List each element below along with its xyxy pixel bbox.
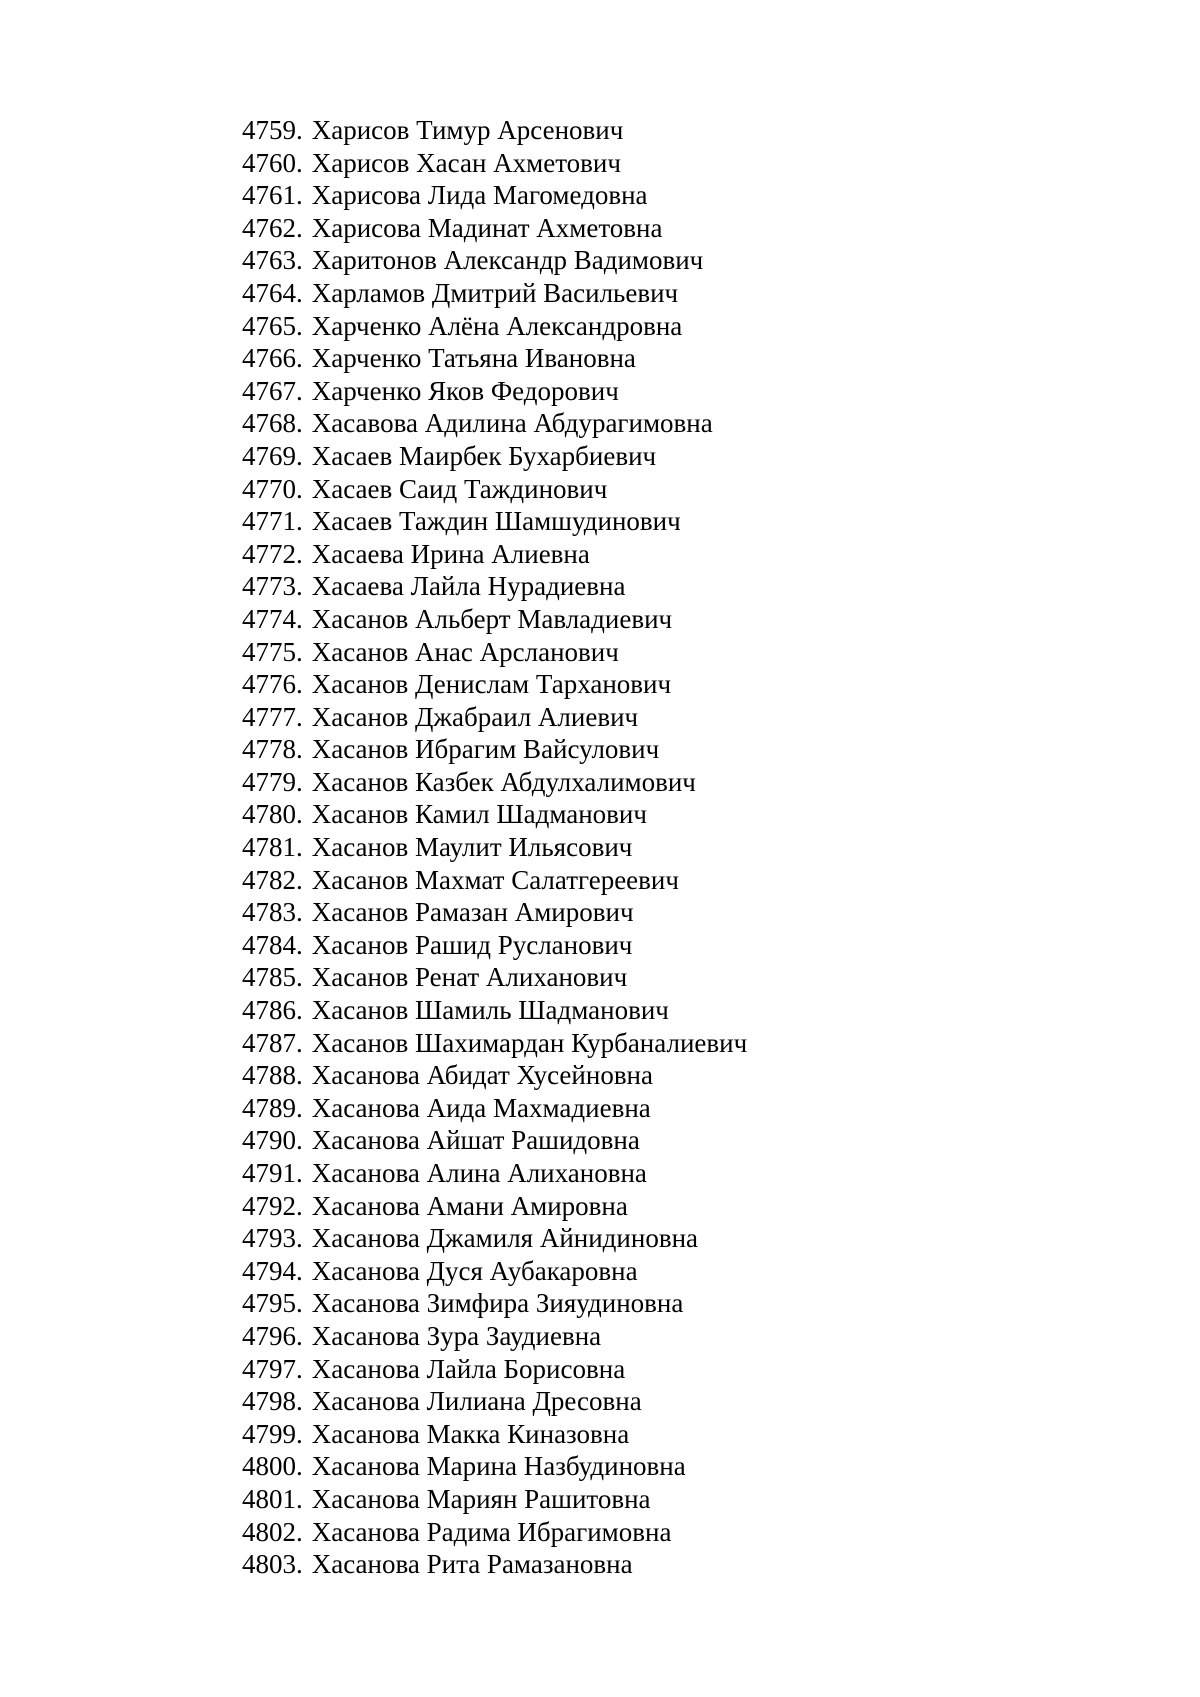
entry-name: Хасанов Маулит Ильясович (311, 832, 633, 863)
list-item (242, 570, 747, 603)
entry-name: Хасанов Денислам Тарханович (311, 669, 672, 700)
entry-name: Хасанова Айшат Рашидовна (311, 1125, 640, 1156)
list-item (242, 277, 747, 310)
entry-number: 4759. (242, 115, 303, 145)
list-item (242, 1027, 747, 1060)
entry-name: Хасанова Мариян Рашитовна (311, 1483, 651, 1514)
entry-name: Хасаев Маирбек Бухарбиевич (311, 440, 657, 471)
entry-name: Хасанов Рашид Русланович (311, 929, 633, 960)
list-item (242, 1222, 747, 1255)
list-item (242, 505, 747, 538)
list-item (242, 994, 747, 1027)
list-item (242, 342, 747, 375)
entry-name: Харисова Лида Магомедовна (311, 180, 648, 211)
list-item (242, 1385, 747, 1418)
entry-name: Харисова Мадинат Ахметовна (311, 212, 663, 243)
entry-name: Хасанова Амани Амировна (311, 1190, 628, 1221)
entry-number: 4800. (242, 1451, 303, 1482)
entry-number: 4762. (242, 212, 303, 243)
list-item (242, 1320, 747, 1353)
list-item (242, 440, 747, 473)
entry-number: 4799. (242, 1418, 303, 1449)
list-item (242, 831, 747, 864)
entry-name: Хасанова Макка Киназовна (311, 1418, 630, 1449)
entry-name: Хасаева Лайла Нурадиевна (311, 571, 626, 602)
entry-number: 4766. (242, 343, 303, 374)
list-item (242, 961, 747, 994)
list-item (242, 212, 747, 245)
entry-number: 4783. (242, 897, 303, 928)
entry-number: 4776. (242, 669, 303, 700)
list-item (242, 798, 747, 831)
entry-number: 4796. (242, 1320, 303, 1351)
list-item (242, 1255, 747, 1288)
list-item (242, 929, 747, 962)
list-item (242, 375, 747, 408)
entry-name: Хасанова Дуся Аубакаровна (311, 1255, 638, 1286)
entry-number: 4788. (242, 1060, 303, 1091)
list-item (242, 147, 747, 180)
entry-name: Хасанова Алина Алихановна (311, 1158, 647, 1188)
list-item (242, 244, 747, 277)
list-item (242, 1059, 747, 1092)
entry-number: 4781. (242, 832, 303, 863)
entry-number: 4791. (242, 1158, 303, 1188)
entry-number: 4777. (242, 701, 303, 732)
entry-number: 4773. (242, 571, 303, 602)
list-item (242, 114, 747, 147)
entry-name: Хасанова Зура Заудиевна (311, 1320, 602, 1351)
entry-name: Хасанова Абидат Хусейновна (311, 1060, 653, 1091)
list-item (242, 668, 747, 701)
list-item (242, 1483, 747, 1516)
entry-name: Хасанов Ибрагим Вайсулович (311, 734, 660, 765)
list-item (242, 179, 747, 212)
entry-number: 4784. (242, 929, 303, 960)
entry-name: Хасанов Альберт Мавладиевич (311, 603, 673, 634)
entry-number: 4801. (242, 1483, 303, 1514)
entry-number: 4775. (242, 636, 303, 667)
entry-name: Хасанова Радима Ибрагимовна (311, 1516, 672, 1547)
list-item (242, 603, 747, 636)
entry-number: 4774. (242, 603, 303, 634)
list-item (242, 701, 747, 734)
list-item (242, 1157, 747, 1190)
list-item (242, 1353, 747, 1386)
entry-name: Хасанов Анас Арсланович (311, 636, 619, 667)
entry-name: Хасаева Ирина Алиевна (311, 538, 590, 569)
entry-number: 4793. (242, 1223, 303, 1254)
entry-number: 4798. (242, 1386, 303, 1417)
entry-name: Хасаев Таждин Шамшудинович (311, 506, 681, 537)
entry-number: 4789. (242, 1092, 303, 1123)
entry-number: 4787. (242, 1027, 303, 1058)
entry-name: Хасанов Камил Шадманович (311, 799, 647, 830)
entry-name: Хасанов Шахимардан Курбаналиевич (311, 1027, 748, 1058)
entry-name: Хасанова Лилиана Дресовна (311, 1386, 642, 1417)
list-item (242, 1450, 747, 1483)
entry-name: Хасаев Саид Таждинович (311, 473, 608, 504)
entry-number: 4765. (242, 310, 303, 341)
entry-name: Харченко Татьяна Ивановна (311, 343, 636, 374)
list-item (242, 538, 747, 571)
entry-number: 4764. (242, 277, 303, 308)
list-item (242, 864, 747, 897)
entry-name: Хасанова Лайла Борисовна (311, 1353, 626, 1384)
name-list (242, 114, 747, 1581)
entry-number: 4771. (242, 506, 303, 537)
list-item (242, 1124, 747, 1157)
entry-number: 4768. (242, 408, 303, 439)
entry-name: Хасанова Джамиля Айнидиновна (311, 1223, 699, 1254)
list-item (242, 733, 747, 766)
entry-number: 4803. (242, 1549, 303, 1580)
entry-name: Хасанов Рамазан Амирович (311, 897, 634, 928)
entry-name: Хасанова Марина Назбудиновна (311, 1451, 686, 1482)
list-item (242, 766, 747, 799)
entry-name: Хасанова Аида Махмадиевна (311, 1092, 651, 1123)
list-item (242, 1092, 747, 1125)
entry-name: Харламов Дмитрий Васильевич (311, 277, 679, 308)
entry-number: 4792. (242, 1190, 303, 1221)
entry-number: 4785. (242, 962, 303, 993)
entry-number: 4760. (242, 147, 303, 178)
entry-number: 4780. (242, 799, 303, 830)
entry-name: Хасанова Рита Рамазановна (311, 1549, 633, 1580)
entry-name: Хасанов Джабраил Алиевич (311, 701, 639, 732)
entry-number: 4802. (242, 1516, 303, 1547)
list-item (242, 1190, 747, 1223)
list-item (242, 407, 747, 440)
entry-name: Хасавова Адилина Абдурагимовна (311, 408, 713, 439)
entry-number: 4769. (242, 440, 303, 471)
entry-number: 4770. (242, 473, 303, 504)
list-item (242, 1548, 747, 1581)
entry-name: Харитонов Александр Вадимович (311, 245, 704, 276)
entry-number: 4761. (242, 180, 303, 211)
entry-name: Хасанова Зимфира Зияудиновна (311, 1288, 684, 1319)
entry-number: 4790. (242, 1125, 303, 1156)
entry-number: 4782. (242, 864, 303, 895)
entry-number: 4772. (242, 538, 303, 569)
entry-name: Харисов Тимур Арсенович (311, 115, 624, 145)
entry-name: Харченко Яков Федорович (311, 375, 619, 406)
entry-name: Харисов Хасан Ахметович (311, 147, 621, 178)
entry-number: 4794. (242, 1255, 303, 1286)
entry-number: 4797. (242, 1353, 303, 1384)
entry-name: Хасанов Ренат Алиханович (311, 962, 628, 993)
list-item (242, 1516, 747, 1549)
entry-number: 4786. (242, 995, 303, 1026)
entry-number: 4763. (242, 245, 303, 276)
entry-number: 4778. (242, 734, 303, 765)
list-item (242, 896, 747, 929)
list-item (242, 1287, 747, 1320)
list-item (242, 473, 747, 506)
entry-number: 4779. (242, 766, 303, 797)
entry-name: Хасанов Шамиль Шадманович (311, 995, 669, 1026)
entry-number: 4795. (242, 1288, 303, 1319)
entry-name: Харченко Алёна Александровна (311, 310, 683, 341)
list-item (242, 310, 747, 343)
list-item (242, 636, 747, 669)
entry-number: 4767. (242, 375, 303, 406)
entry-name: Хасанов Махмат Салатгереевич (311, 864, 679, 895)
entry-name: Хасанов Казбек Абдулхалимович (311, 766, 696, 797)
list-item (242, 1418, 747, 1451)
